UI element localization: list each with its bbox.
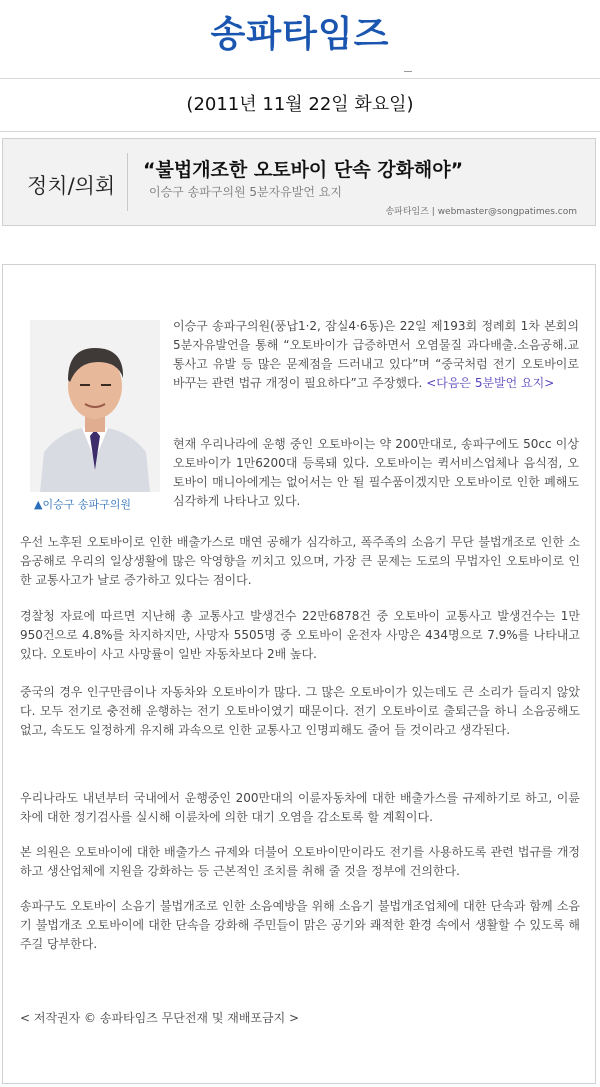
portrait-image xyxy=(30,320,160,492)
site-logo[interactable]: 송파타임즈 xyxy=(210,14,390,55)
councilor-photo xyxy=(30,320,160,492)
article-header xyxy=(2,138,596,226)
article-subhead: 이승구 송파구의원 5분자유발언 요지 xyxy=(149,185,342,199)
paragraph: 중국의 경우 인구만큼이나 자동차와 오토바이가 많다. 그 많은 오토바이가 있는데도 큰 소리가 들리지 않았다. 모두 전기로 충전해 운행하는 전기 오토바이였기 때문이다. 전기 오토바이로 출퇴근을 하니 소음공해도 없고, 속도도 일정하게 유지해 과속으로 인한 교통사고 인명피해도 줄어 들 것이라고 생각된다. xyxy=(20,685,580,737)
masthead xyxy=(0,0,600,64)
article-headline: “불법개조한 오토바이 단속 강화해야” xyxy=(143,159,464,181)
copyright-notice: < 저작권자 © 송파타임즈 무단전재 및 재배포금지 > xyxy=(20,1011,300,1025)
more-link[interactable]: <다음은 5분발언 요지> xyxy=(426,376,555,390)
section-label: 정치/의회 xyxy=(27,174,116,198)
divider xyxy=(404,71,412,72)
paragraph: 우선 노후된 오토바이로 인한 배출가스로 매연 공해가 심각하고, 폭주족의 소음기 무단 불법개조로 인한 소음공해로 우리의 일상생활에 많은 악영향을 끼치고 있으며, 가장 큰 문제는 도로의 무법자인 오토바이로 인한 교통사고가 날로 증가하고 있다는 점이다. xyxy=(20,535,580,587)
issue-date: (2011년 11월 22일 화요일) xyxy=(186,94,414,115)
paragraph: 송파구도 오토바이 소음기 불법개조로 인한 소음예방을 위해 소음기 불법개조업체에 대한 단속과 함께 소음기 불법개조 오토바이에 대한 단속을 강화해 주민들이 맑은 공기와 쾌적한 환경 속에서 생활할 수 있도록 해 주길 당부한다. xyxy=(20,899,580,951)
paragraph: 경찰청 자료에 따르면 지난해 총 교통사고 발생건수 22만6878건 중 오토바이 교통사고 발생건수는 1만950건으로 4.8%를 차지하지만, 사망자 5505명 중 오토바이 운전자 사망은 434명으로 7.9%를 나타내고 있다. 오토바이 사고 사망률이 일반 자동차보다 2배 높다. xyxy=(20,609,580,661)
paragraph-intro: 이승구 송파구의원(풍납1·2, 잠실4·6동)은 22일 제193회 정례회 1차 본회의 5분자유발언을 통해 “오토바이가 급증하면서 오염물질 과다배출.소음공해.교통사고 유발 등 많은 문제점을 드러내고 있다”며 “중국처럼 전기 오토바이로 바꾸는 관련 법규 개정이 필요하다”고 주장했다. <다음은 5분발언 요지> xyxy=(173,319,579,390)
paragraph: 현재 우리나라에 운행 중인 오토바이는 약 200만대로, 송파구에도 50cc 이상 오토바이가 1만6200대 등록돼 있다. 오토바이는 퀵서비스업체나 음식점, 오토바이 매니아에게는 없어서는 안 될 필수품이겠지만 오토바이로 인한 폐해도 심각하게 나타나고 있다. xyxy=(173,437,579,508)
divider xyxy=(0,131,600,132)
divider xyxy=(0,78,600,79)
paragraph: 본 의원은 오토바이에 대한 배출가스 규제와 더불어 오토바이만이라도 전기를 사용하도록 관련 법규를 개정하고 생산업체에 지원을 강화하는 등 근본적인 조치를 취해 줄 것을 정부에 건의한다. xyxy=(20,845,580,878)
photo-caption: ▲이승구 송파구의원 xyxy=(34,498,131,511)
article-credit: 송파타임즈 | webmaster@songpatimes.com xyxy=(385,207,577,217)
divider xyxy=(127,153,128,211)
article-body xyxy=(2,264,596,1084)
paragraph: 우리나라도 내년부터 국내에서 운행중인 200만대의 이륜자동차에 대한 배출가스를 규제하기로 하고, 이륜차에 대한 정기검사를 실시해 이륜차에 의한 대기 오염을 감소토록 할 계획이다. xyxy=(20,791,580,824)
